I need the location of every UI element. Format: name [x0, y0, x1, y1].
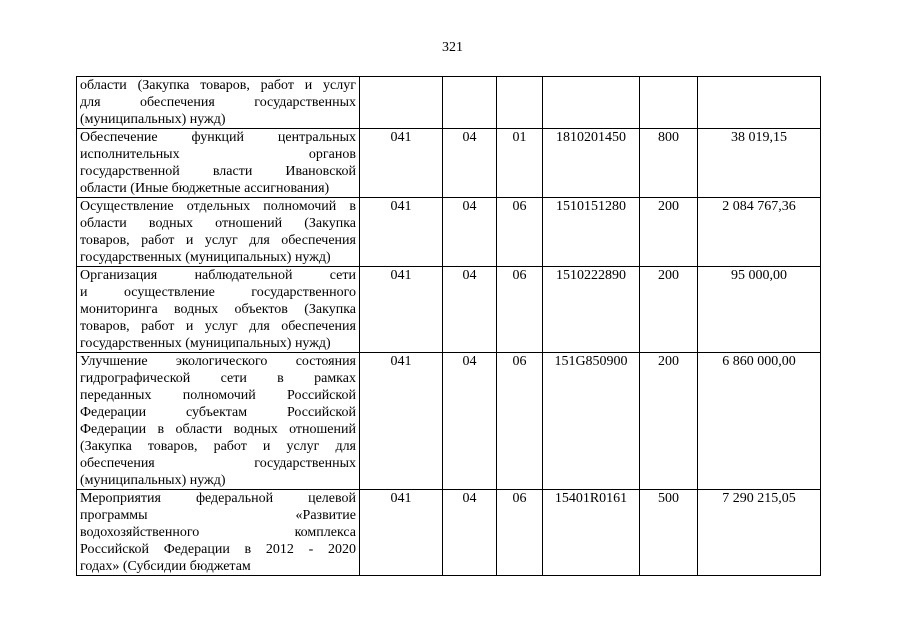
subsection-cell: 06: [497, 198, 543, 267]
expense-type-cell: 500: [640, 490, 698, 576]
description-cell: [77, 129, 360, 198]
table-body: [77, 77, 821, 576]
description-line: Федерации субъектам Российской: [80, 405, 356, 420]
description-line: Осуществление отдельных полномочий в: [80, 199, 356, 214]
description-line: области (Иные бюджетные ассигнования): [80, 181, 330, 196]
description-line: товаров, работ и услуг для обеспечения: [80, 233, 356, 248]
section-cell: [443, 77, 497, 129]
expense-type-cell: 200: [640, 353, 698, 490]
description-line: переданных полномочий Российской: [80, 388, 356, 403]
description-cell: [77, 267, 360, 353]
description-line: Мероприятия федеральной целевой: [80, 491, 356, 506]
amount-cell: 95 000,00: [698, 267, 821, 353]
target-article-cell: 1510151280: [543, 198, 640, 267]
description-line: водохозяйственного комплекса: [80, 525, 356, 540]
description-line: государственных (муниципальных) нужд): [80, 250, 331, 265]
target-article-cell: 1810201450: [543, 129, 640, 198]
section-cell: 04: [443, 267, 497, 353]
description-line: Российской Федерации в 2012 - 2020: [80, 542, 356, 557]
amount-cell: 38 019,15: [698, 129, 821, 198]
grbs-code-cell: 041: [360, 267, 443, 353]
target-article-cell: [543, 77, 640, 129]
section-cell: 04: [443, 129, 497, 198]
description-line: обеспечения государственных: [80, 456, 356, 471]
grbs-code-cell: 041: [360, 490, 443, 576]
description-line: гидрографической сети в рамках: [80, 371, 356, 386]
description-line: области водных отношений (Закупка: [80, 216, 356, 231]
description-cell: [77, 490, 360, 576]
subsection-cell: 06: [497, 267, 543, 353]
description-line: Федерации в области водных отношений: [80, 422, 356, 437]
page-number: 321: [442, 40, 463, 55]
budget-table: [76, 76, 821, 576]
subsection-cell: [497, 77, 543, 129]
grbs-code-cell: 041: [360, 198, 443, 267]
description-line: и осуществление государственного: [80, 285, 356, 300]
description-line: программы «Развитие: [80, 508, 356, 523]
description-line: Улучшение экологического состояния: [80, 354, 356, 369]
description-line: мониторинга водных объектов (Закупка: [80, 302, 356, 317]
target-article-cell: 15401R0161: [543, 490, 640, 576]
amount-cell: 6 860 000,00: [698, 353, 821, 490]
description-cell: [77, 198, 360, 267]
description-line: государственной власти Ивановской: [80, 164, 356, 179]
subsection-cell: 06: [497, 353, 543, 490]
description-line: годах» (Субсидии бюджетам: [80, 559, 251, 574]
grbs-code-cell: [360, 77, 443, 129]
grbs-code-cell: 041: [360, 129, 443, 198]
subsection-cell: 01: [497, 129, 543, 198]
amount-cell: 2 084 767,36: [698, 198, 821, 267]
expense-type-cell: [640, 77, 698, 129]
description-line: Организация наблюдательной сети: [80, 268, 356, 283]
description-line: (Закупка товаров, работ и услуг для: [80, 439, 356, 454]
description-line: (муниципальных) нужд): [80, 473, 226, 488]
grbs-code-cell: 041: [360, 353, 443, 490]
description-line: для обеспечения государственных: [80, 95, 356, 110]
description-line: исполнительных органов: [80, 147, 356, 162]
table-row: [77, 353, 821, 490]
table-row: [77, 198, 821, 267]
table-row: [77, 267, 821, 353]
description-line: товаров, работ и услуг для обеспечения: [80, 319, 356, 334]
table-row: [77, 77, 821, 129]
target-article-cell: 1510222890: [543, 267, 640, 353]
section-cell: 04: [443, 198, 497, 267]
amount-cell: 7 290 215,05: [698, 490, 821, 576]
section-cell: 04: [443, 490, 497, 576]
section-cell: 04: [443, 353, 497, 490]
description-line: области (Закупка товаров, работ и услуг: [80, 78, 356, 93]
table-row: [77, 490, 821, 576]
description-cell: [77, 353, 360, 490]
description-line: (муниципальных) нужд): [80, 112, 226, 127]
expense-type-cell: 800: [640, 129, 698, 198]
table-row: [77, 129, 821, 198]
target-article-cell: 151G850900: [543, 353, 640, 490]
subsection-cell: 06: [497, 490, 543, 576]
description-cell: [77, 77, 360, 129]
expense-type-cell: 200: [640, 267, 698, 353]
amount-cell: [698, 77, 821, 129]
description-line: государственных (муниципальных) нужд): [80, 336, 331, 351]
description-line: Обеспечение функций центральных: [80, 130, 356, 145]
expense-type-cell: 200: [640, 198, 698, 267]
